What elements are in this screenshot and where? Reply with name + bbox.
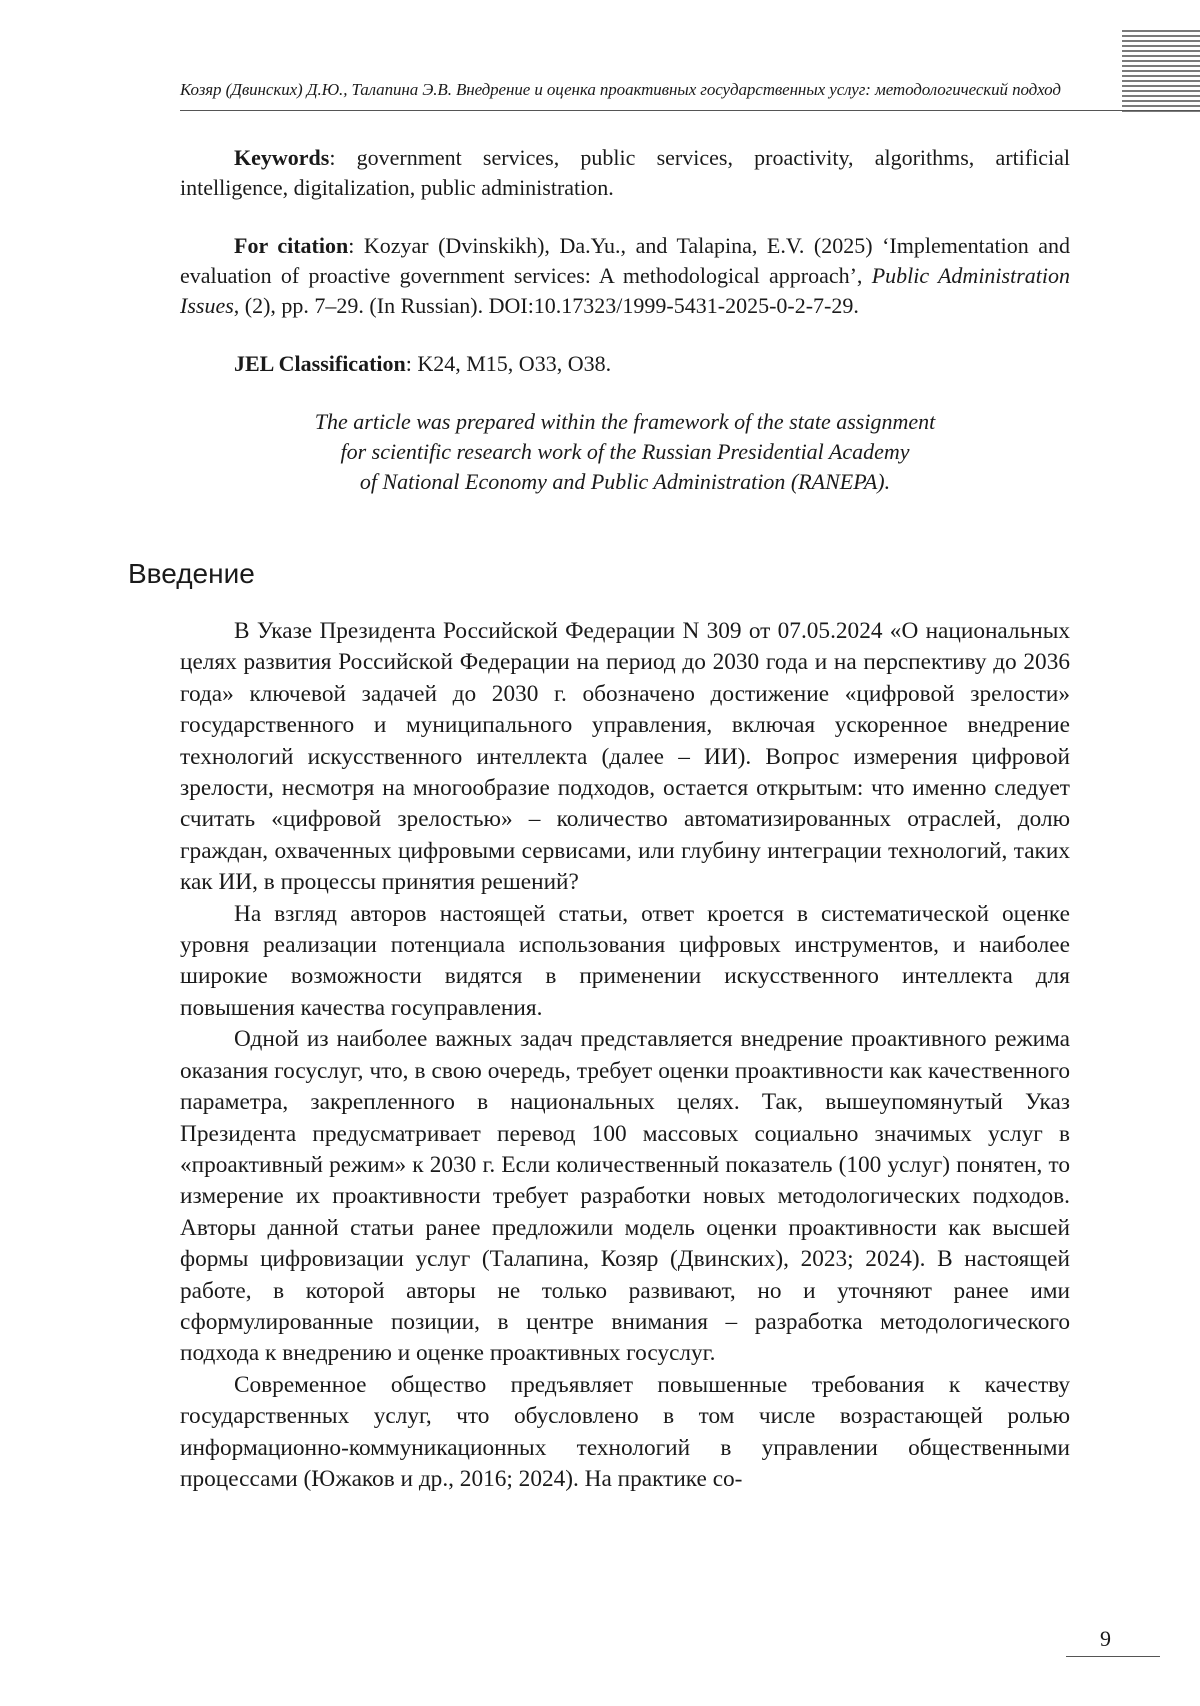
paragraph: На взгляд авторов настоящей статьи, ответ кроется в систематической оценке уровня реализации потенциала использования цифровых инструментов, и наиболее широкие возможности видятся в применении искусственного интеллекта для повышения качества госуправления. (180, 900, 1070, 1021)
jel-text: : K24, M15, O33, O38. (405, 351, 612, 376)
paragraph: Современное общество предъявляет повышенные требования к качеству государственных услуг, что обусловлено в том числе возрастающей ролью информационно-коммуникационных технологий в управлении общественными процессами (Южаков и др., 2016; 2024). На практике со- (180, 1371, 1070, 1492)
funding-note-line: for scientific research work of the Russian Presidential Academy (340, 439, 910, 464)
header-decoration-lines (1122, 30, 1200, 112)
paragraph: Одной из наиболее важных задач представляется внедрение проактивного режима оказания госуслуг, что, в свою очередь, требует оценки проактивности как качественного параметра, закрепленного в национальных целях. Так, вышеупомянутый Указ Президента предусматривает перевод 100 массовых социально значимых услуг в «проактивный режим» к 2030 г. Если количественный показатель (100 услуг) понятен, то измерение их проактивности требует разработки новых методологических подходов. Авторы данной статьи ранее предложили модель оценки проактивности как высшей формы цифровизации услуг (Талапина, Козяр (Двинских), 2023; 2024). В настоящей работе, в которой авторы не только развивают, но и уточняют ранее ими сформулированные позиции, в центре внимания – разработка методологического подхода к внедрению и оценке проактивных госуслуг. (180, 1026, 1070, 1367)
paragraph: В Указе Президента Российской Федерации N 309 от 07.05.2024 «О национальных целях развития Российской Федерации на период до 2030 года и на перспективу до 2036 года» ключевой задачей до 2030 г. обозначено достижение «цифровой зрелости» государственного и муниципального управления, включая ускоренное внедрение технологий искусственного интеллекта (далее – ИИ). Вопрос измерения цифровой зрелости, несмотря на многообразие подходов, остается открытым: что именно следует считать «цифровой зрелостью» – количество автоматизированных отраслей, долю граждан, охваченных цифровыми сервисами, или глубину интеграции технологий, таких как ИИ, в процессы принятия решений? (180, 618, 1070, 896)
citation-label: For citation (234, 233, 349, 258)
article-metadata (180, 143, 1070, 497)
funding-note-line: The article was prepared within the framework of the state assignment (314, 409, 936, 434)
jel-label: JEL Classification (234, 351, 406, 376)
section-title: Введение (128, 558, 255, 589)
page-number: 9 (1100, 1626, 1111, 1651)
jel-paragraph (180, 349, 1070, 379)
keywords-text: : government services, public services, proactivity, algorithms, artificial intelligence, digitalization, public administration. (180, 145, 1070, 200)
running-head: Козяр (Двинских) Д.Ю., Талапина Э.В. Внедрение и оценка проактивных государственных услуг: методологический подход (180, 80, 1061, 99)
keywords-paragraph (180, 143, 1070, 203)
funding-note-line: of National Economy and Public Administration (RANEPA). (359, 469, 891, 494)
body-text (180, 616, 1070, 1495)
header-rule (180, 110, 1200, 111)
citation-paragraph (180, 231, 1070, 321)
funding-note (180, 407, 1070, 497)
citation-text: : Kozyar (Dvinskikh), Da.Yu., and Talapina, E.V. (2025) ‘Implementation and evaluation of proactive government services: A methodological approach’, (180, 233, 1070, 288)
citation-journal: Public Administration Issues (180, 263, 1071, 318)
citation-text-end: , (2), pp. 7–29. (In Russian). DOI:10.17323/1999-5431-2025-0-2-7-29. (233, 293, 859, 318)
footer-rule (1066, 1656, 1160, 1657)
keywords-label: Keywords (234, 145, 330, 170)
